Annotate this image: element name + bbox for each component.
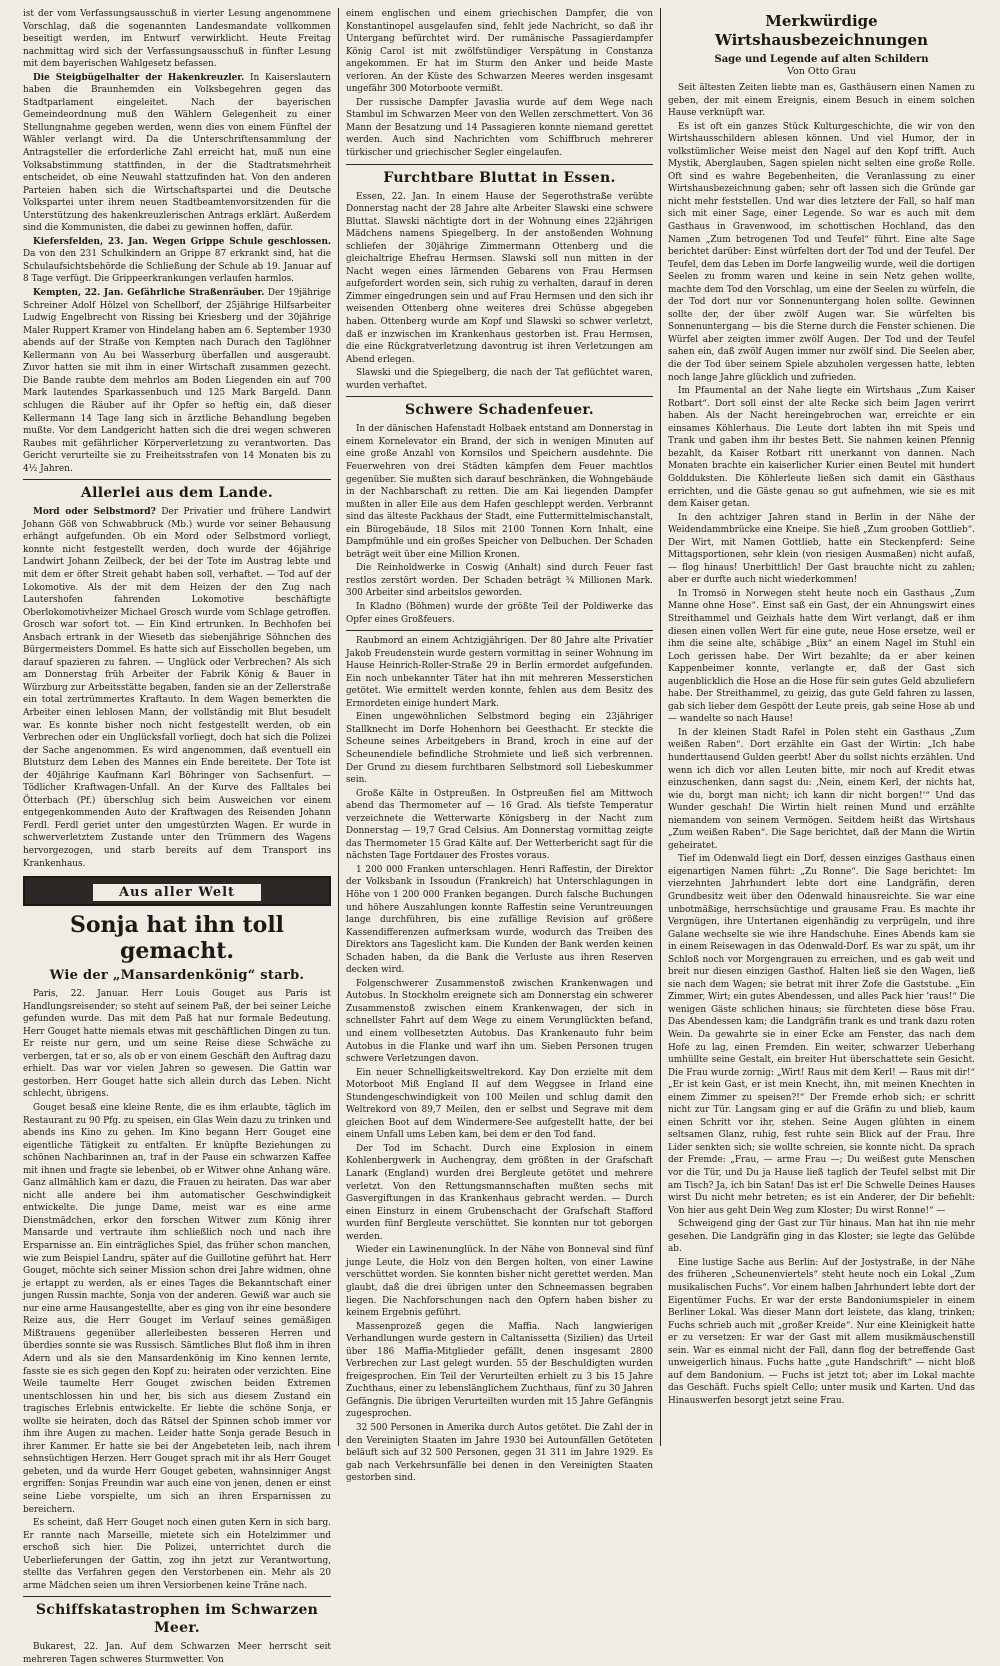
article-wirtshaus-1: Seit ältesten Zeiten liebte man es, Gasthäusern einen Namen zu geben, der mit einem Ereignis, einem Besuch in einem solchen Hause verknüpft war. <box>668 83 975 119</box>
article-steigbuegel <box>23 72 331 235</box>
article-allerlei <box>23 506 331 870</box>
headline-schiff: Schiffskatastrophen im Schwarzen Meer. <box>35 1602 319 1637</box>
body-kempten: Der 19jährige Schreiner Adolf Hölzel von Schellborf, der 25jährige Hilfsarbeiter Ludwig Engelbrecht von Rissing bei Kriesberg und der 30jährige Maler Ruppert Kramer von Hindelang haben am 6. September 1930 abends auf der Straße von Kempten nach Durach den Taglöhner Kellermann von Au bei Wasserburg überfallen und ausgeraubt. Zuvor hatten sie mit ihm in einer Wirtschaft zusammen gezecht. Die Bande raubte dem mehrlos am Boden Liegenden ein auf 700 Mark lautendes Sparkassenbuch und 125 Mark Bargeld. Dann schlugen die Räuber auf ihr Opfer so heftig ein, daß dieser Kellermann 14 Tage lang sich in ärztliche Behandlung begeben mußte. Vor dem Landgericht hatten sich die drei wegen schweren Raubes mit gefährlicher Körperverletzung zu verantworten. Das Gericht verurteilte sie zu Freiheitsstrafen von 14 Monaten bis zu 4½ Jahren. <box>23 288 332 474</box>
column-1 <box>16 8 338 1665</box>
divider <box>346 396 653 397</box>
article-coswig: Die Reinholdwerke in Coswig (Anhalt) sind durch Feuer fast restlos zerstört worden. Der Schaden beträgt ¾ Millionen Mark. 300 Arbeiter sind arbeitslos geworden. <box>346 563 653 599</box>
divider <box>23 479 331 480</box>
article-wirtshaus-5: In Tromsö in Norwegen steht heute noch ein Gasthaus „Zum Manne ohne Hose“. Einst saß ein Gast, der ein Ahnungswirt eines Streithammel und Geizhals hatte dem Wirt verlangt, daß er ihm diesen einen vollen Wert für eine gute, neue Hose ersetze, weil er ihm die seine alte, schäbige „Büx“ an einem Nagel im Stuhl ein Loch gerissen habe. Der Wirt bezahlte; da er aber keinen Kappenbeimer konnte, verlangte er, daß der Gast sich augenblicklich die Hose an die Hose für sein gutes Geld abzuliefern habe. Der Streithammel, zu geizig, das gute Geld fahren zu lassen, gab sich lieber dem Gespött der Leute preis, gab seine Hose ab und — wandelte so nach Hause! <box>668 588 975 725</box>
article-schiff: Bukarest, 22. Jan. Auf dem Schwarzen Meer herrscht seit mehreren Tagen schweres Sturmwetter. Von <box>23 1642 331 1665</box>
article-holbaek: In der dänischen Hafenstadt Holbaek entstand am Donnerstag in einem Kornelevator ein Brand, der sich in wenigen Minuten auf eine große Anzahl von Kornsilos und Speichern ausdehnte. Die Feuerwehren von drei Städten kämpfen dem Feuer machtlos gegenüber. Sie mußten sich darauf beschränken, die Wohngebäude in der Nachbarschaft zu retten. Die am Kai liegenden Dampfer mußten in aller Eile aus dem Hafen geschleppt werden. Verbrannt sind das älteste Packhaus der Stadt, eine Futtermittelmischanstalt, ein Bürogebäude, 18 Silos mit 2100 Tonnen Korn Inhalt, eine Dampfmühle und ein großes Speicher von Delbuchen. Der Schaden beträgt weit über eine Million Kronen. <box>346 424 653 560</box>
article-sonja-2: Gouget besaß eine kleine Rente, die es ihm erlaubte, täglich im Restaurant zu 90 Pfg. zu speisen, ein Glas Wein dazu zu trinken und abends ins Kino zu gehen. Im Kino begann Herr Gouget eine eigentliche Tätigkeit zu entfalten. Er knüpfte Beziehungen zu schönen Nachbarinnen an, traf in der Pause ein schwarzen Kaffee mit ihnen und fragte sie lebenbei, ob er Witwer ohne Anhang wäre. Ganz allmählich kam er dazu, die Frauen zu heiraten. Das war aber nicht alle andere bei ihm automatischer Geschwindigkeit entwickelte. Die junge Dame, meist war es eine arme Dienstmädchen, erkor den forschen Witwer zum König ihrer Mansarde und vertraute ihm schließlich noch und nach ihre Ersparnisse an. Ein einträgliches Spiel, das früher schon manchen, wie zum Beispiel Landru, später auf die Guillotine geführt hat. Herr Gouget, möchte sich seiner Mission schon drei Jahre widmen, ohne je ertappt zu werden, als er eines Tages die Bekanntschaft einer jungen Russin machte, Sonja von der anderen. Gewiß war auch sie nur eine arme Hausangestellte, aber es ging von ihr eine besondere Reize aus, die Herr Gouget im Verlauf seines gemäßigen Mißtrauens gegenüber allerleibesten besseren Herren und überdies sonnte sie was Russisch. Sämtliches Blut floß ihm in ihren Adern und als sie den Mansardenkönig im Kino kennen lernte, fasste sie es sich gegen den Kopf zu: heiraten oder verzichten. Eine Weile taumelte Herr Gouget zwischen beiden Extremen unentschlossen hin und her, bis sich aus diesem Zustand ein tragisches Erlebnis entwickelte. Er liebte die schöne Sonja, er wollte sie heiraten, doch das Rätsel der Spinnen schob immer vor ihm ihre Augen zu machen. Leider hatte Sonja gerade Besuch in ihrer Kammer. Er hatte sie bei der Angebeteten leib, nach ihrem sehnsüchtigen Herzen. Herr Gouget sprach mit ihr als Herr Gouget gebeten, und da wurde Herr Gouget gebeten, wahnsinniger Angst ergriffen: Sonjas Freundin war auch eine von jenen, denen er einst seine Liebe vorspielte, um sich an ihren Ersparnissen zu bereichern. <box>23 1103 331 1515</box>
article-verfassung: ist der vom Verfassungsausschuß in vierter Lesung angenommene Vorschlag, daß die sogenannten Landesmandate vollkommen beseitigt werden, im Entwurf verwirklicht. Heute Freitag nachmittag wird sich der Verfassungsausschuß in fünfter Lesung mit dem bayerischen Wahlgesetz befassen. <box>23 9 331 70</box>
headline-allerlei: Allerlei aus dem Lande. <box>80 485 274 502</box>
column-2 <box>338 8 660 1484</box>
lead-kempten: Kempten, 22. Jan. Gefährliche Straßenräuber. <box>33 288 265 299</box>
article-wirtshaus-4: In den achtziger Jahren stand in Berlin in der Nähe der Weidendammbrücke eine Kneipe. Sie hieß „Zum grooben Gottlieb“. Der Wirt, mit Namen Gottlieb, hatte ein Steckenpferd: Seine Mittagsportionen, sehr klein (von riesigen Ausmaßen) nicht aufaß, — flog hinaus! Unerbittlich! Der Gast brauchte nicht zu zahlen; aber er durfte auch nicht wiederkommen! <box>668 512 975 586</box>
article-wirtshaus-6: In der kleinen Stadt Rafel in Polen steht ein Gasthaus „Zum weißen Raben“. Dort erzählte ein Gast der Wirtin: „Ich habe hunderttausend Gulden geerbt! Aber du sollst nichts erzählen. Und wenn ich dich vor allen Leuten bitte, mir noch auf Kredit etwas einzuschenken, dann sagst du: ‚Nein, einem Kerl, der nichts hat, wie du, borgt man nicht; ich kann dir nicht borgen!‘“ Und das Wunder geschah! Die Wirtin hielt reinen Mund und erzählte niemandem von seinem Vermögen. Seitdem heißt das Wirtshaus „Zum weißen Raben“. Die Sage berichtet, daß der Mann die Wirtin geheiratet. <box>668 727 975 851</box>
banner-label: Aus aller Welt <box>93 884 261 901</box>
article-bluttat-1: Essen, 22. Jan. In einem Hause der Segerothstraße verübte Donnerstag nacht der 28 Jahre alte Arbeiter Slawski eine schwere Bluttat. Slawski nächtigte dort in der Wohnung eines 22jährigen Mädchens namens Spiegelberg. In der anstoßenden Wohnung schliefen der 30jährige Zimmermann Ottenberg und die gleichaltrige Ehefrau Hermsen. Slawski soll nun mitten in der Nacht wegen eines lärmenden Gebarens von Frau Hermsen aufgefordert worden sein, sich ruhig zu verhalten, darauf in deren Zimmer eingedrungen sein und auf Frau Hermsen und den sich ihr weisenden Ottenberg ohne weiteres drei Schüsse abgegeben haben. Ottenberg wurde am Kopf und Slawski so schwer verletzt, daß er inzwischen im Krankenhaus gestorben ist. Frau Hermsen, die eine Rückgratverletzung davontrug ist ihren Verletzungen am Abend erlegen. <box>346 191 653 365</box>
article-schacht: Der Tod im Schacht. Durch eine Explosion in einem Kohlenbergwerk in Auchengray, dem größten in der Grafschaft Lanark (England) wurden drei Bergleute getötet und mehrere verletzt. Von den Rettungsmannschaften mußten sechs mit Gasvergiftungen in das Krankenhaus gebracht werden. — Durch einen Einsturz in einem Grubenschacht der Grafschaft Stafford wurden fünf Bergleute verschüttet. Sie konnten nur tot geborgen werden. <box>346 1143 653 1242</box>
headline-wirtshaus: Merkwürdige Wirtshausbezeichnungen <box>714 12 929 49</box>
article-wirtshaus-8: Schweigend ging der Gast zur Tür hinaus. Man hat ihn nie mehr gesehen. Die Landgräfin ging in das Kloster; sie legte das Gelübde ab. <box>668 1219 975 1255</box>
body-kiefersfelden: Da von den 231 Schulkindern an Grippe 87 erkrankt sind, hat die Schulaufsichtsbehörde die Schließung der Schule ab 19. Januar auf 8 Tage verfügt. Die Grippeerkrankungen verlaufen harmlos. <box>23 249 331 285</box>
article-franken: 1 200 000 Franken unterschlagen. Henri Raffestin, der Direktor der Volksbank in Issoudun (Frankreich) hat Unterschlagungen in Höhe von 1 200 000 Franken begangen. Durch falsche Buchungen und höhere Auszahlungen konnte Raffestin seine Veruntreuungen lange durchführen, bis eine zufällige Revision auf größere Kassendifferenzen aufmerksam wurde, wodurch das Treiben des Direktors ans Tageslicht kam. Die Kunden der Bank werden keinen Schaden haben, da die Bank die Verluste aus ihren Reserven decken wird. <box>346 864 653 976</box>
lead-mord: Mord oder Selbstmord? <box>33 507 156 518</box>
headline-bluttat: Furchtbare Bluttat in Essen. <box>383 169 616 186</box>
article-sonja-3: Es scheint, daß Herr Gouget noch einen guten Kern in sich barg. Er rannte nach Marseille, mietete sich ein Hotelzimmer und erschoß sich hier. Die Polizei, unterrichtet durch die Ueberlieferungen der Gattin, zog ihn jetzt zur Verantwortung, stellte das Verfahren gegen den Verstorbenen ein. Mehr als 20 arme Mädchen seien um ihren Versiorbenen keine Träne nach. <box>23 1518 331 1591</box>
article-bluttat-2: Slawski und die Spiegelberg, die nach der Tat geflüchtet waren, wurden verhaftet. <box>346 368 653 391</box>
article-wirtshaus-3: Im Pfaumental an der Nahe liegte ein Wirtshaus „Zum Kaiser Rotbart“. Dort soll einst der alte Recke sich beim Jagen verirrt haben. Als der Nacht hereingebrochen war, erreichte er ein einsames Köhlerhaus. Die Leute dort labten ihn mit Speis und Trank und gaben ihm ihr bestes Bett. Sie nahmen keinen Pfennig bezahlt, da Kaiser Rotbart ritt unerkannt von dannen. Nach Monaten brachte ein kaiserlicher Kurier einen Beutel mit hundert Goldduksten. Die Köhlerleute ließen sich damit ein Gästhaus errichten, und die Gäste genau so gut aufnehmen, wie sie es mit dem Kaiser getan. <box>668 386 975 510</box>
article-maffia: Massenprozeß gegen die Maffia. Nach langwierigen Verhandlungen wurde gestern in Caltanissetta (Sizilien) das Urteil über 186 Maffia-Mitglieder gefällt, denen insgesamt 2800 Verbrechen zur Last gelegt wurden. 55 der Beschuldigten wurden freigesprochen. Ein Teil der Verurteilten erhielt zu 3 bis 15 Jahre Zuchthaus, einer zu lebenslänglichem Zuchthaus, fünf zu 30 Jahren Gefängnis. Die übrigen Verurteilten wurden mit 15 Jahre Gefängnis zugesprochen. <box>346 1321 653 1420</box>
section-banner <box>23 876 331 906</box>
divider <box>23 1596 331 1597</box>
article-javaslia: Der russische Dampfer Javaslia wurde auf dem Wege nach Stambul im Schwarzen Meer von den Wellen zerschmettert. Von 36 Mann der Besatzung und 14 Passagieren konnte niemand gerettet werden. Auch sind Nachrichten vom Schiffbruch mehrerer türkischer und griechischer Segler eingelaufen. <box>346 97 653 159</box>
lead-kiefersfelden: Kiefersfelden, 23. Jan. Wegen Grippe Schule geschlossen. <box>33 236 331 247</box>
divider <box>346 630 653 631</box>
article-kladno: In Kladno (Böhmen) wurde der größte Teil der Poldiwerke das Opfer eines Großfeuers. <box>346 601 653 625</box>
lead-steigbuegel: Die Steigbügelhalter der Hakenkreuzler. <box>33 72 245 83</box>
article-weltrekord: Ein neuer Schnelligkeitsweltrekord. Kay Don erzielte mit dem Motorboot Miß England II auf dem Weggsee in Irland eine Stundengeschwindigkeit von 100 Meilen und schlug damit den Weltrekord von 89,7 Meilen, den er selbst und Segrave mit dem gleichen Boot auf dem Windermere-See aufgestellt hatte, der bei einem Unfall ums Leben kam, bei dem er den Tod fand. <box>346 1067 653 1141</box>
body-steigbuegel: In Kaiserslautern haben die Braunhemden ein Volksbegehren gegen das Stadtparlament eingeleitet. Nach der bayerischen Gemeindeordnung muß den Wählern Gelegenheit zu einer Stellungnahme gegeben werden, wenn dies von einem Fünftel der Wähler verlangt wird. Da die Unterschriftensammlung der Antragsteller die erforderliche Zahl erreicht hat, muß nun eine Volksabstimmung stattfinden, in der die Stadtratsmehrheit entscheidet, ob eine Neuwahl stattzufinden hat. Von den anderen Parteien haben sich die Wirtschaftspartei und die Deutsche Volkspartei unter ihrem neuen Stadtbeamtenvorsitzenden für die Unterstützung des hakenkreuzlerischen Antrags erklärt. Außerdem sind die Kommunisten, die dabei zu gewinnen hoffen, dafür. <box>23 72 331 234</box>
column-3 <box>660 8 982 1446</box>
article-kempten <box>23 287 331 475</box>
article-wirtshaus-9: Eine lustige Sache aus Berlin: Auf der Jostystraße, in der Nähe des früheren „Scheunenviertels“ steht heute noch ein Lokal „Zum musikalischen Fuchs“. Vor einem halben Jahrhundert lebte dort der Eigentümer Fuchs. Er war der erste Bandoniumspieler in einem Berliner Lokal. Was dieser Mann dort leistete, das klang, trinken; Fuchs schrieb auch mit „großer Kreide“. Nur eine Kleinigkeit hatte er zu versetzen: Er war der Gast mit allem musikmäuschenstill sein. War es einmal nicht der Fall, dann flog der betreffende Gast unweigerlich hinaus. Fuchs hatte „gute Handschrift“ — nicht bloß auf dem Bandonium. — Fuchs ist jetzt tot; aber im Lokal machte das Geschäft. Fuchs spielt Cello; unter musik und Karten. Und das Hinauswerfen besorgt jetzt seine Frau. <box>668 1257 975 1406</box>
article-sonja-1: Paris, 22. Januar. Herr Louis Gouget aus Paris ist Handlungsreisender; so steht auf seinem Paß, der bei seiner Leiche gefunden wurde. Das mit dem Paß hat nur formale Bedeutung. Herr Gouget hatte niemals etwas mit geschäftlichen Dingen zu tun. Er reiste nur gern, und um seine Reise diese Schwäche zu verbergen, tat er so, als ob er von einem Geschäft den Auftrag dazu erhielt. Das war vor vielen Jahren so gewesen. Die Gattin war gestorben. Herr Gouget hatte sich allein durch das Leben. Nicht schlecht, übrigens. <box>23 989 331 1100</box>
byline: Von Otto Grau <box>787 66 856 77</box>
article-wirtshaus-7: Tief im Odenwald liegt ein Dorf, dessen einziges Gasthaus einen eigenartigen Namen führt: „Zu Ronne“. Die Sage berichtet: Im vierzehnten Jahrhundert lebte dort eine Landgräfin, deren Grundbesitz weit über den Odenwald hinausreichte. Sie war eine unbotmäßige, herrschsüchtige und grausame Frau. Es machte ihr Vergnügen, ihre Untertanen eigenhändig zu verprügeln, und ihre Galane wechselte sie wie ihre Handschuhe. Eines Abends kam sie in einem Reisewagen in das Odenwald-Dorf. Es war zu spät, um ihr Schloß noch vor Morgengrauen zu erreichen, und es gab weit und breit nur diesen einzigen Gasthof. Halten ließ sie den Wagen, ließ sie nach dem Wagen; sie betrat mit ihrer Zofe die Gaststube. „Ein Zimmer, Wirt; ein gutes Abendessen, und alles Pack hier ’raus!“ Die wenigen Gäste schlichen hinaus; sie fürchteten diese böse Frau. Das Abendessen kam; die Landgräfin trank es und trank dazu roten Wein. Da gewahrte sie in einer Ecke am Fenster, das nach dem Hofe zu lag, einen Fremden. Ein weiter, schwarzer Ueberhang umhüllte seine Gestalt, ein breiter Hut überschattete sein Gesicht. Die Frau wurde zornig: „Wirt! Raus mit dem Kerl! — Raus mit dir!“ „Er ist kein Gast, er ist mein Knecht, ihn, mit meinen Knechten in einem Zimmer zu speisen?!“ Der Fremde erhob sich; er schritt nicht zur Tür. Langsam ging er auf die Gräfin zu und blieb, kaum einen Schritt vor ihr, stehen. Seine Augen glühten in einem seltsamen Glanz, ruhig, fest ruhte sein Blick auf der Frau. Ihre Lider senkten sich; sie wollte schreien, sie konnte nicht. Da sprach der Fremde: „Frau, — arme Frau —; Du weißest gute Menschen vor die Tür, und Du ja Hause ließ taglich der Teufel selbst mit Dir am Tisch? Ja, ich bin Satan! Das ist er! Die Schwelle Deines Hauses wirst Du nicht mehr betreten; es ist ein Anderer, der Dir befiehlt: Von hier aus geht Dein Weg zum Kloster; Du wirst Ronne!“ — <box>668 854 975 1216</box>
divider <box>346 164 653 165</box>
article-raubmord: Raubmord an einem Achtzigjährigen. Der 80 Jahre alte Privatier Jakob Freudenstein wurde gestern vormittag in seiner Wohnung im Hause Heinrich-Roller-Straße 29 in Berlin ermordet aufgefunden. Ein noch unbekannter Täter hat ihn mit mehreren Messerstichen getötet. Wie ermittelt werden konnte, fehlen aus dem Besitz des Ermordeten einige hundert Mark. <box>346 636 653 709</box>
article-selbstmord: Einen ungewöhnlichen Selbstmord beging ein 23jähriger Stallknecht im Dorfe Hohenhorn bei Geesthacht. Er steckte die Scheune seines Arbeitgebers in Brand, kroch in eine auf der Scheunendiele befindliche Strohmiete und ließ sich verbrennen. Der Grund zu diesem furchtbaren Selbstmord soll Liebeskummer sein. <box>346 712 653 786</box>
article-schiff-cont: einem englischen und einem griechischen Dampfer, die von Konstantinopel ausgelaufen sind, fehlt jede Nachricht, so daß ihr Untergang befürchtet wird. Der rumänische Passagierdampfer König Carol ist mit zwölfstündiger Verspätung in Constanza angekommen. Er hat im Sturm den Anker und beide Maste verloren. An der Küste des Schwarzen Meeres werden insgesamt ungefähr 300 Motorboote vermißt. <box>346 9 653 95</box>
article-wirtshaus-2: Es ist oft ein ganzes Stück Kulturgeschichte, die wir von den Wirtshausschildern ablesen können. Und viel Humor, der in volkstümlicher Weise meist den Nagel auf den Kopf trifft. Auch Mystik, Aberglauben, Sagen spielen nicht selten eine große Rolle. Oft sind es wahre Begebenheiten, die Veranlassung zu einer Wirtshausbezeichnung gaben; sehr oft lassen sich die Gründe gar nicht mehr feststellen. Und war dies letztere der Fall, so half man sich mit einer Sage, einer Legende. So war es auch mit dem Gasthaus in Gravenwood, im schottischen Hochland, das den Namen „Zum betrogenen Tod und Teufel“ führt. Eine alte Sage berichtet darüber: Einst würfelten dort der Tod und der Teufel. Der Teufel, dem das Leben im Dorfe langweilig wurde, weil die dortigen Seelen zu fromm waren und keine in sein Netz gehen wollte, machte dem Tod den Vorschlag, um eine der Seelen zu würfeln, die der Tod dort nur vor Sonnenuntergang holen sollte. Gewinnen sollte der, der über zwölf Augen war. Sie würfelten bis Sonnenuntergang — bis die Sterne durch die Fenster schienen. Die Würfel aber zeigten immer zwölf Augen. Der Tod und der Teufel sahen ein, daß zwölf Augen immer nur zwölf sind. Die Seelen aber, die der Tod über seinem Spiele abzuholen vergessen hatte, lebten noch lange Jahre glücklich und zufrieden. <box>668 121 975 383</box>
subheadline-wirtshaus: Sage und Legende auf alten Schildern <box>714 54 929 65</box>
article-kaelte: Große Kälte in Ostpreußen. In Ostpreußen fiel am Mittwoch abend das Thermometer auf — 16 Grad. Als tiefste Temperatur verzeichnete die Wetterwarte Königsberg in der Nacht zum Donnerstag — 19,7 Grad Celsius. Am Donnerstag vormittag zeigte das Thermometer 15 Grad Kälte auf. Der Wetterbericht sagt für die nächsten Tage Fortdauer des Frostes voraus. <box>346 788 653 862</box>
article-amerika: 32 500 Personen in Amerika durch Autos getötet. Die Zahl der in den Vereinigten Staaten im Jahre 1930 bei Autounfällen Getöteten beläuft sich auf 32 500 Personen, gegen 31 311 im Jahre 1929. Es gab nach Verkehrsunfälle bei denen in den Vereinigten Staaten gestorben sind. <box>346 1422 653 1484</box>
body-allerlei: Der Privatier und frühere Landwirt Johann Göß von Schwabbruck (Mb.) wurde vor seiner Behausung erhängt aufgefunden. Ob ein Mord oder Selbstmord vorliegt, konnte nicht festgestellt werden, doch wurde der 46jährige Landwirt Johann Zeilbeck, der bei der Tote im Austrag lebte und mit dem er öfter Streit gehabt haben soll, verhaftet. — Tod auf der Lokomotive. Als der mit dem Heizen der den Zug nach Lautershofen fahrenden Lokomotive beschäftigte Oberlokomotivheizer Michael Grosch wurde vom Schlage getroffen. Grosch war sofort tot. — Ein Kind ertrunken. In Bechhofen bei Ansbach ertrank in der Wiesetb das siebenjährige Söhnchen des Bürgermeisters Dommel. Es hatte sich auf Eisschollen begeben, um darauf spazieren zu fahren. — Unglück oder Verbrechen? Als sich am Donnerstag früh Arbeiter der Fabrik König & Bauer in Würzburg zur Arbeitsstätte begaben, fanden sie an der Zellerstraße ein total zertrümmertes Kraftauto. In dem Wagen bemerkten die Arbeiter einen leblosen Mann, der vollständig mit Blut besudelt war. Es konnte bisher noch nicht festgestellt werden, ob ein Verbrechen oder ein Unglücksfall vorliegt, doch hat sich die Polizei der Sache angenommen. Es wird angenommen, daß eventuell ein Blutsturz dem Leben des Mannes ein Ende bereitete. Der Tote ist der 40jährige Kaufmann Karl Böhringer von Sachsenfurt. — Tödlicher Kraftwagen-Unfall. An der Kurve des Falltales bei Ötterbach (Pf.) überschlug sich beim Ausweichen vor einem entgegenkommenden Auto der Kraftwagen des Reisenden Johann Ferdl. Ferdl geriet unter den umgestürzten Wagen. Er wurde in schwerverletztem Zustande unter den Trümmern des Wagens hervorgezogen, und starb bereits auf dem Transport ins Krankenhaus. <box>23 507 332 869</box>
headline-schadenfeuer: Schwere Schadenfeuer. <box>405 402 594 419</box>
article-kiefersfelden <box>23 236 331 286</box>
article-lawine: Wieder ein Lawinenunglück. In der Nähe von Bonneval sind fünf junge Leute, die Holz von den Bergen holten, von einer Lawine verschüttet worden. Sie konnten bisher nicht gerettet werden. Man glaubt, daß die drei übrigen unter den Schneemassen begraben liegen. Die Nachforschungen nach den Opfern haben bisher zu keinem Ergebnis geführt. <box>346 1245 653 1319</box>
headline-sonja: Sonja hat ihn toll gemacht. <box>69 912 285 965</box>
article-stockholm: Folgenschwerer Zusammenstoß zwischen Krankenwagen und Autobus. In Stockholm ereignete sich am Donnerstag ein schwerer Zusammenstoß zwischen einem Krankenwagen, der sich in schnellster Fahrt auf dem Wege zu einem Verunglückten befand, und einem vollbesetzten Autobus. Das Krankenauto fuhr beim Autobus in die Flanke und warf ihn um. Sieben Personen trugen schwere Verletzungen davon. <box>346 978 653 1065</box>
subheadline-sonja: Wie der „Mansardenkönig“ starb. <box>49 968 305 984</box>
